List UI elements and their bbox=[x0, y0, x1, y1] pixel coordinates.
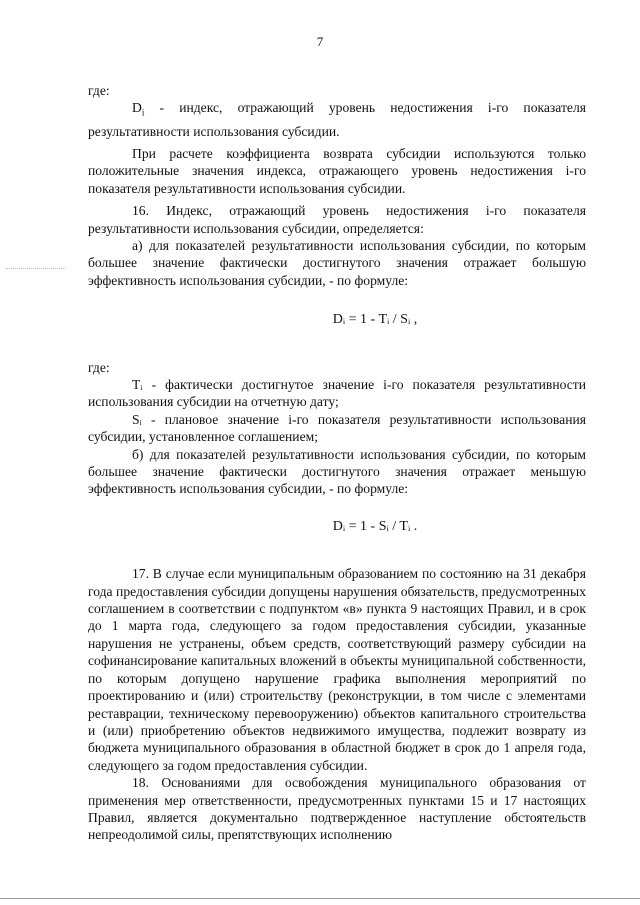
scan-edge-line bbox=[0, 898, 640, 899]
paragraph-16b: б) для показателей результативности использования субсидии, по которым большее значение фактически достигнутого значения отражает меньшую эффективность использования субсидии, - по формуле: bbox=[88, 446, 586, 497]
page-number: 7 bbox=[316, 34, 324, 49]
where-label-1: где: bbox=[88, 83, 110, 98]
paragraph-18: 18. Основаниями для освобождения муниципального образования от применения мер ответственности, предусмотренных пунктами 15 и 17 настоящих Правил, является документально подтвержденное наступление обстоятельств непреодолимой силы, препятствующих исполнению bbox=[88, 775, 586, 843]
d-symbol: D bbox=[132, 100, 142, 116]
d-subscript: i bbox=[141, 108, 145, 119]
paragraph-17: 17. В случае если муниципальным образованием по состоянию на 31 декабря года предоставления субсидии допущены нарушения обязательств, предусмотренных соглашением в соответствии с подпунктом «в» пункта 9 настоящих Правил, и в срок до 1 марта года, следующего за годом предоставления субсидии, указанные нарушения не устранены, объем средств, соответствующий размеру субсидии на софинансирование капитальных вложений в объекты муниципальной собственности, по которым допущено нарушение графика выполнения мероприятий по проектированию и (или) строительству (реконструкции, в том числе с элементами реставрации, техническому перевооружению) объектов капитального строительства и (или) приобретению объектов недвижимого имущества, подлежит возврату из бюджета муниципального образования в областной бюджет в срок до 1 апреля года, следующего за годом предоставления субсидии. bbox=[88, 566, 586, 773]
d-definition-text: - индекс, отражающий уровень недостижения i-го показателя результативности использования субсидии. bbox=[88, 100, 586, 139]
paragraph-positive-values: При расчете коэффициента возврата субсидии используются только положительные значения индекса, отражающего уровень недостижения i-го показателя результативности использования субсидии. bbox=[88, 145, 586, 196]
paragraph-16a: а) для показателей результативности использования субсидии, по которым большее значение фактически достигнутого значения отражает большую эффективность использования субсидии, - по формуле: bbox=[88, 237, 586, 288]
formula-2: Dᵢ = 1 - Sᵢ / Tᵢ . bbox=[332, 518, 418, 534]
formula-1: Dᵢ = 1 - Tᵢ / Sᵢ , bbox=[332, 312, 418, 328]
where-label-2: где: bbox=[88, 359, 110, 375]
document-body bbox=[88, 82, 586, 844]
definition-d bbox=[88, 99, 586, 140]
paragraph-16: 16. Индекс, отражающий уровень недостижения i-го показателя результативности использования субсидии, определяется: bbox=[88, 203, 586, 236]
definition-s: Sᵢ - плановое значение i-го показателя результативности использования субсидии, установленное соглашением; bbox=[88, 411, 586, 445]
margin-dots bbox=[6, 268, 66, 269]
definition-t: Tᵢ - фактически достигнутое значение i-го показателя результативности использования субсидии на отчетную дату; bbox=[88, 377, 586, 410]
